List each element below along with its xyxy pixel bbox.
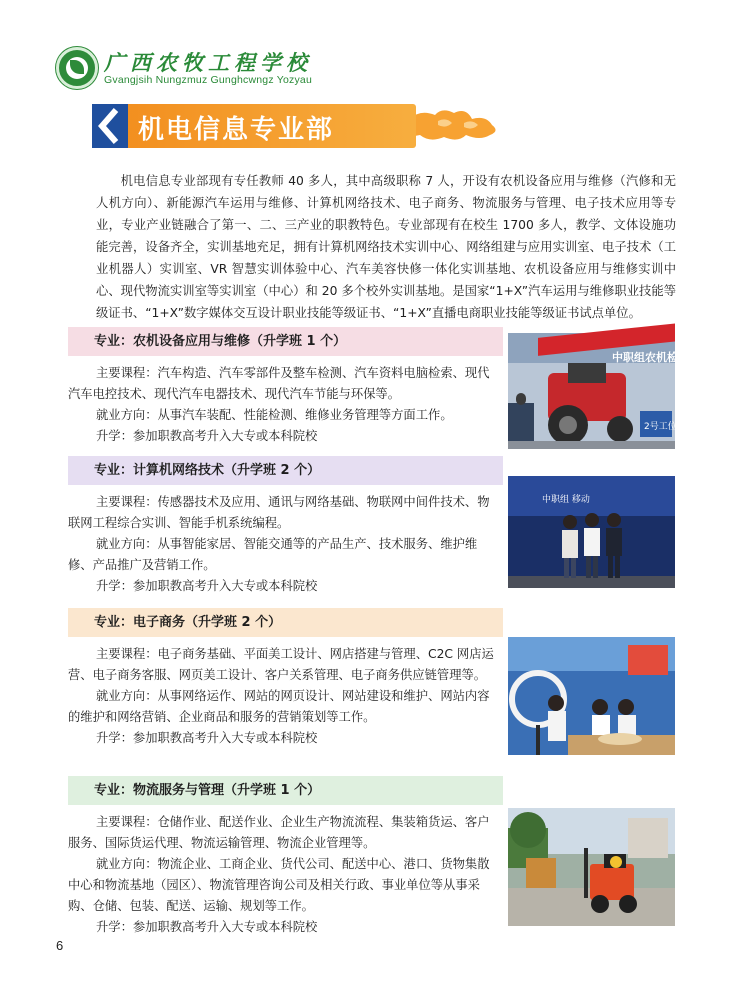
program-courses: 主要课程：电子商务基础、平面美工设计、网店搭建与管理、C2C 网店运营、电子商务客服、网页美工设计、客户关系管理、电子商务供应链管理等。 [68, 647, 494, 682]
program-jobs: 就业方向：物流企业、工商企业、货代公司、配送中心、港口、货物集散中心和物流基地（园区）、物流管理咨询公司及相关行政、事业单位等从事采购、仓储、包装、配送、运输、规划等工作。 [68, 857, 490, 913]
program-body-logistics [68, 812, 500, 938]
program-body-agri-machinery [68, 363, 500, 447]
photo-network-students [508, 476, 675, 588]
school-name-cn: 广西农牧工程学校 [104, 50, 312, 75]
photo-banner-text: 中职组 移动 [542, 495, 590, 505]
program-further-study: 升学：参加职教高考升入大专或本科院校 [96, 579, 318, 593]
program-jobs: 就业方向：从事汽车装配、性能检测、维修业务管理等方面工作。 [96, 408, 453, 422]
chevron-left-icon [92, 104, 128, 148]
photo-forklift-training [508, 808, 675, 926]
photo-tractor-competition [508, 333, 689, 449]
program-courses: 主要课程：仓储作业、配送作业、企业生产物流流程、集装箱货运、客户服务、国际货运代理、物流运输管理、物流企业管理等。 [68, 815, 490, 850]
program-further-study: 升学：参加职教高考升入大专或本科院校 [96, 429, 318, 443]
program-further-study: 升学：参加职教高考升入大专或本科院校 [96, 731, 318, 745]
photo-banner-text: 中职组农机检修 [612, 351, 689, 364]
photo-livestream-studio [508, 637, 675, 755]
program-jobs: 就业方向：从事网络运作、网站的网页设计、网站建设和维护、网站内容的维护和网络营销、企业商品和服务的营销策划等工作。 [68, 689, 490, 724]
program-jobs: 就业方向：从事智能家居、智能交通等的产品生产、技术服务、维护维修、产品推广及营销工作。 [68, 537, 478, 572]
program-body-network [68, 492, 500, 597]
section-title: 机电信息专业部 [138, 115, 335, 145]
school-logo [56, 47, 98, 89]
intro-paragraph: 机电信息专业部现有专任教师 40 多人，其中高级职称 7 人，开设有农机设备应用与维修（汽修和无人机方向）、新能源汽车运用与维修、计算机网络技术、电子商务、物流服务与管理、电子技术应用等专业，专业产业链融合了第一、二、三产业的职教特色。专业部现有在校生 1700 多人，教学、文体设施功能完善，设备齐全，实训基地充足，拥有计算机网络技术实训中心、网络组建与应用实训室、电子技术（工业机器人）实训室、VR 智慧实训体验中心、汽车美容快修一体化实训基地、农机设备应用与维修实训中心、现代物流实训室等实训室（中心）和 20 多个校外实训基地。是国家“1+X”汽车运用与维修职业技能等级证书、“1+X”数字媒体交互设计职业技能等级证书、“1+X”直播电商职业技能等级证书试点单位。 [96, 174, 676, 320]
program-heading-ecommerce: 专业：电子商务（升学班 2 个） [68, 608, 503, 637]
program-courses: 主要课程：传感器技术及应用、通讯与网络基础、物联网中间件技术、物联网工程综合实训、智能手机系统编程。 [68, 495, 490, 530]
program-body-ecommerce [68, 644, 500, 749]
program-heading-agri-machinery: 专业：农机设备应用与维修（升学班 1 个） [68, 327, 503, 356]
page-number: 6 [56, 938, 64, 953]
program-courses: 主要课程：汽车构造、汽车零部件及整车检测、汽车资料电脑检索、现代汽车电控技术、现代汽车电器技术、现代汽车节能与环保等。 [68, 366, 490, 401]
school-name-en: Gvangjsih Nungzmuz Gunghcwngz Yozyau [104, 74, 312, 86]
program-heading-network: 专业：计算机网络技术（升学班 2 个） [68, 456, 503, 485]
program-heading-logistics: 专业：物流服务与管理（升学班 1 个） [68, 776, 503, 805]
program-further-study: 升学：参加职教高考升入大专或本科院校 [96, 920, 318, 934]
photo-sign-text: 2号工位 [644, 422, 677, 432]
